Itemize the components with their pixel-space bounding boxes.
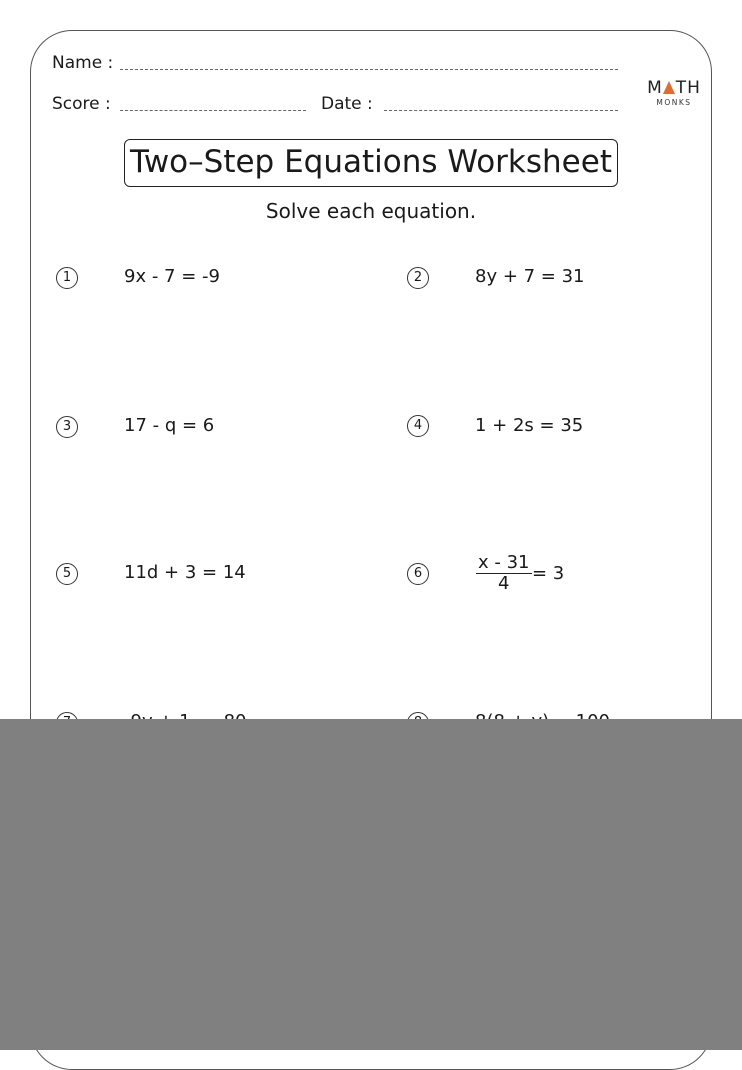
logo-subtext: MONKS bbox=[656, 98, 692, 107]
problem-number: 5 bbox=[56, 563, 78, 585]
date-label: Date : bbox=[321, 94, 373, 114]
problem-equation: 11d + 3 = 14 bbox=[124, 562, 246, 583]
problem-number: 1 bbox=[56, 267, 78, 289]
problem-number: 6 bbox=[407, 563, 429, 585]
fraction bbox=[476, 552, 532, 594]
score-line bbox=[120, 110, 306, 111]
name-label: Name : bbox=[52, 53, 114, 73]
instructions: Solve each equation. bbox=[265, 199, 477, 223]
fraction-denominator: 4 bbox=[498, 573, 510, 594]
problem-number: 4 bbox=[407, 415, 429, 437]
problem-number: 3 bbox=[56, 416, 78, 438]
fraction-rhs: = 3 bbox=[532, 563, 565, 584]
problem-equation: 8y + 7 = 31 bbox=[475, 266, 585, 287]
score-label: Score : bbox=[52, 94, 111, 114]
problem-equation: 1 + 2s = 35 bbox=[475, 415, 584, 436]
problem-equation: 17 - q = 6 bbox=[124, 415, 215, 436]
problem-equation: 9x - 7 = -9 bbox=[124, 266, 220, 287]
fraction-numerator: x - 31 bbox=[478, 552, 530, 573]
logo-text-left: M bbox=[647, 78, 663, 98]
worksheet-title: Two–Step Equations Worksheet bbox=[124, 139, 618, 187]
logo-triangle-icon bbox=[663, 81, 675, 94]
name-line bbox=[120, 69, 618, 70]
math-monks-logo bbox=[646, 78, 702, 107]
problem-number: 2 bbox=[407, 267, 429, 289]
gray-overlay bbox=[0, 719, 742, 1050]
logo-text-right: TH bbox=[675, 78, 701, 98]
date-line bbox=[384, 110, 618, 111]
